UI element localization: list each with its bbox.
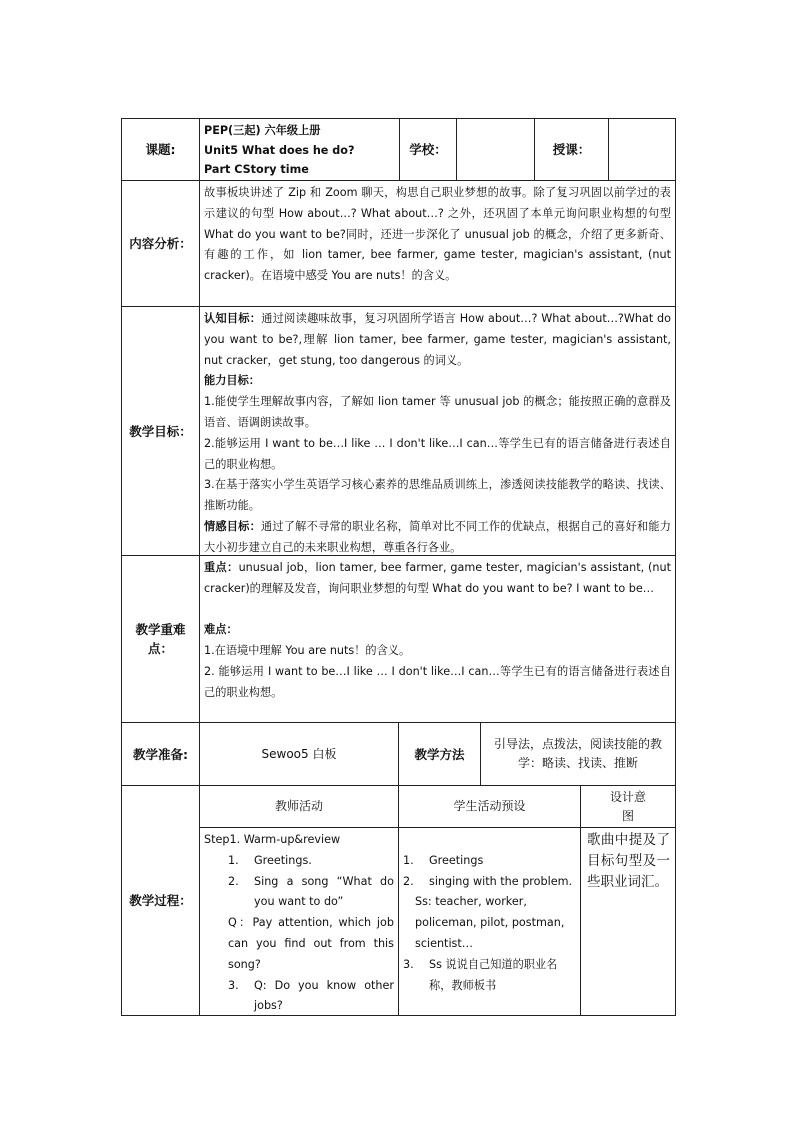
list-item: 2. Sing a song “What do you want to do” (228, 874, 394, 909)
prep-label: 教学准备: (121, 722, 200, 786)
teacher-activity-header: 教师活动 (199, 785, 399, 828)
key-label: 重点： (204, 561, 239, 574)
key-text: unusual job，lion tamer, bee farmer, game tester, magician's assistant, (nut cracker)的理解及发音，询问职业梦想的句型 What do you want to be? I want to be… (204, 561, 671, 595)
teacher-label: 授课： (534, 118, 609, 181)
school-label: 学校： (399, 118, 457, 181)
emotion-goal-text: 通过了解不寻常的职业名称，简单对比不同工作的优缺点，根据自己的喜好和能力大小初步建立自己的未来职业构想，尊重各行各业。 (204, 519, 671, 554)
prep-value: Sewoo5 白板 (199, 722, 399, 786)
design-intent-text: 歌曲中提及了目标句型及一些职业词汇。 (580, 827, 676, 1016)
student-activity-cell (398, 827, 581, 1016)
cognitive-goal-label: 认知目标： (204, 312, 262, 325)
student-activity-header: 学生活动预设 (398, 785, 581, 828)
content-analysis-label: 内容分析： (121, 180, 200, 307)
list-item: 1. Greetings (403, 853, 484, 867)
teacher-value[interactable] (608, 118, 676, 181)
ability-goal-label: 能力目标： (204, 374, 260, 388)
list-item: 3. Q: Do you know other jobs? (228, 978, 394, 1013)
teacher-question: Q：Pay attention, which job can you find out from this song? (228, 916, 394, 971)
list-item: 3. Ss 说说自己知道的职业名称，教师板书 (403, 957, 558, 992)
list-item: 1. Greetings. (228, 853, 312, 867)
emotion-goal-label: 情感目标： (204, 519, 261, 533)
list-item: 2. singing with the problem. (403, 874, 573, 888)
objectives-label: 教学目标： (121, 306, 200, 556)
school-value[interactable] (456, 118, 535, 181)
course-title-line1: PEP(三起) 六年级上册 (204, 124, 321, 137)
course-title-line3: Part CStory time (204, 163, 309, 176)
ability-goal-2: 2.能够运用 I want to be…I like … I don't like…I can…等学生已有的语言储备进行表述自己的职业构想。 (204, 436, 671, 471)
objectives-text (199, 306, 676, 556)
content-analysis-text: 故事板块讲述了 Zip 和 Zoom 聊天，构思自己职业梦想的故事。除了复习巩固以前学过的表示建议的句型 How about…? What about…? 之外，还巩固了本单元询问职业构想的句型 What do you want to be?同时，还进一步深化了 unusual job 的概念，介绍了更多新奇、有趣的工作，如 lion tamer, bee farmer, game tester, magician's assistant, (nut cracker)。在语境中感受 You are nuts！的含义。 (199, 180, 676, 307)
method-label: 教学方法 (398, 722, 481, 786)
method-value: 引导法，点拨法，阅读技能的教学：略读、找读、推断 (480, 722, 676, 786)
subject-label: 课题: (121, 118, 200, 181)
difficulty-1: 1.在语境中理解 You are nuts！的含义。 (204, 644, 411, 658)
student-answer: Ss: teacher, worker, policeman, pilot, postman, scientist… (415, 895, 565, 950)
teacher-activity-cell (199, 827, 399, 1016)
cognitive-goal-text: 通过阅读趣味故事，复习巩固所学语言 How about…? What about…?What do you want to be?,理解 lion tamer, bee farmer, game tester, magician's assistant, nut cracker，get stung, too dangerous 的词义。 (204, 312, 671, 367)
difficulty-label: 难点： (204, 623, 238, 637)
process-label: 教学过程： (121, 785, 200, 1016)
course-title (199, 118, 400, 181)
ability-goal-1: 1.能使学生理解故事内容，了解如 lion tamer 等 unusual job 的概念；能按照正确的意群及语音、语调朗读故事。 (204, 395, 671, 429)
course-title-line2: Unit5 What does he do? (204, 143, 355, 157)
design-intent-header: 设计意图 (580, 785, 676, 828)
difficulty-2: 2. 能够运用 I want to be…I like … I don't like…I can…等学生已有的语言储备进行表述自己的职业构想。 (204, 664, 671, 699)
step-title: Step1. Warm-up&review (204, 833, 341, 846)
ability-goal-3: 3.在基于落实小学生英语学习核心素养的思维品质训练上，渗透阅读技能教学的略读、找读、推断功能。 (204, 478, 671, 513)
key-points-text (199, 555, 676, 723)
key-points-label: 教学重难点： (121, 555, 200, 723)
